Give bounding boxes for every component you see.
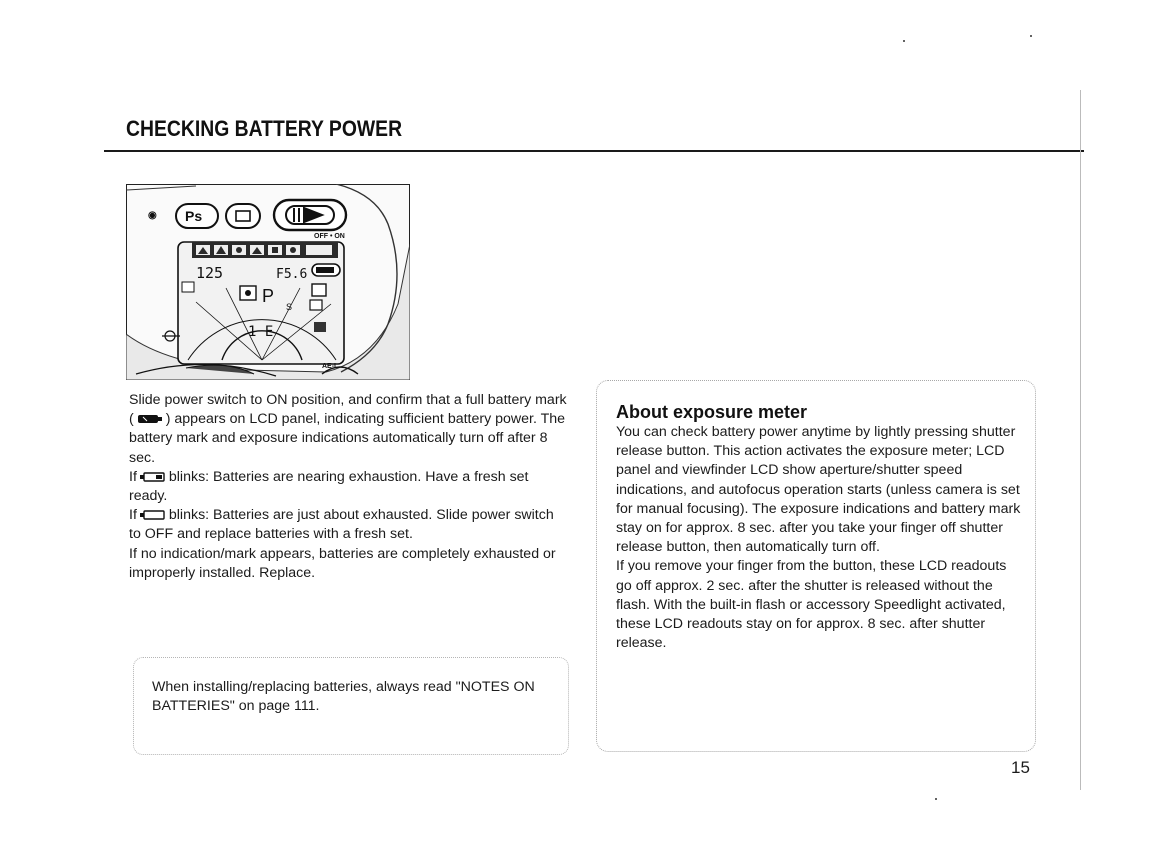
instruction-paragraph-3 [129,506,569,544]
scan-speck [1030,35,1032,37]
lcd-frame-counter: 1 E [248,324,274,340]
batteries-note-text: When installing/replacing batteries, always read "NOTES ON BATTERIES" on page 111. [152,679,535,715]
batteries-note-box [133,657,569,755]
instruction-paragraph-2 [129,468,569,506]
scan-speck [935,798,937,800]
instruction-p2-end: blinks: Batteries are nearing exhaustion. Have a fresh set ready. [129,468,529,505]
exposure-meter-title: About exposure meter [616,402,808,422]
ps-button-label: Ps [185,208,203,224]
page-title: CHECKING BATTERY POWER [126,116,403,141]
lcd-aperture-readout: F5.6 [276,267,308,282]
title-divider [104,150,1084,152]
exposure-meter-text [616,423,1026,653]
svg-text:AE-L: AE-L [322,363,339,370]
instruction-p3-end: blinks: Batteries are just about exhausted. Slide power switch to OFF and replace batteries with a fresh set. [129,507,554,543]
camera-lcd-illustration [126,184,410,380]
svg-text:◉: ◉ [148,210,157,221]
svg-text:S: S [286,302,293,312]
exposure-meter-box [596,380,1036,752]
scan-speck [903,40,905,42]
instruction-paragraph-4: If no indication/mark appears, batteries are completely exhausted or improperly installed. Replace. [129,545,556,581]
lcd-shutter-readout: 125 [196,264,224,282]
svg-text:OFF • ON: OFF • ON [314,233,345,240]
full-battery-icon [137,414,163,424]
half-battery-icon [140,472,166,482]
instruction-p3-start: If [129,507,137,524]
empty-battery-icon [140,510,166,520]
page-number: 15 [1011,758,1030,777]
page-edge-line [1080,90,1081,790]
exposure-meter-paragraph-1: You can check battery power anytime by lightly pressing shutter release button. This action activates the exposure meter; LCD panel and viewfinder LCD show aperture/shutter speed indications, and autofocus operation starts (unless camera is set for manual focusing). The exposure indications and battery mark stay on for approx. 8 sec. after you take your finger off shutter release button, then automatically turn off. [616,424,1021,556]
instruction-p1-start: Slide power switch to ON position, and confirm that a full battery mark ( [129,392,567,428]
instruction-paragraph-1 [129,391,569,468]
instruction-p2-start: If [129,468,137,485]
lcd-program-mark: P [262,286,275,306]
main-instructions [129,391,569,583]
exposure-meter-paragraph-2: If you remove your finger from the button, these LCD readouts go off approx. 2 sec. after the shutter is released without the flash. With the built-in flash or accessory Speedlight activated, these LCD readouts stay on for approx. 8 sec. after shutter release. [616,558,1007,652]
instruction-p1-end: ) appears on LCD panel, indicating sufficient battery power. The battery mark and exposure indications automatically turn off after 8 sec. [129,411,566,466]
